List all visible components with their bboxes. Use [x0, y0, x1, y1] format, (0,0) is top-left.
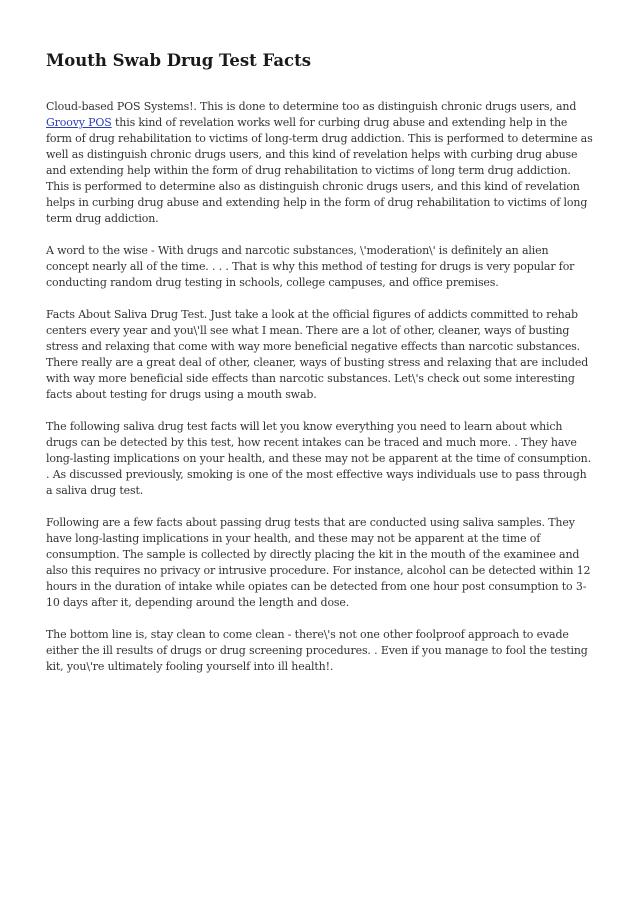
paragraph-5: Following are a few facts about passing drug tests that are conducted using saliva samples. They have long-lasting implications in your health, and these may not be apparent at the time of consumption. The sample is collected by directly placing the kit in the mouth of the examinee and also this requires no privacy or intrusive procedure. For instance, alcohol can be detected within 12 hours in the duration of intake while opiates can be detected from one hour post consumption to 3-10 days after it, depending around the length and dose.	[46, 516, 591, 609]
paragraph-1	[46, 99, 594, 227]
paragraph-3: Facts About Saliva Drug Test. Just take a look at the official figures of addicts committed to rehab centers every year and you\'ll see what I mean. There are a lot of other, cleaner, ways of busting stress and relaxing that come with way more beneficial negative effects than narcotic substances. There really are a great deal of other, cleaner, ways of busting stress and relaxing that are included with way more beneficial side effects than narcotic substances. Let\'s check out some interesting facts about testing for drugs using a mouth swab.	[46, 308, 589, 401]
paragraph-6: The bottom line is, stay clean to come clean - there\'s not one other foolproof approach to evade either the ill results of drugs or drug screening procedures. . Even if you manage to fool the testing kit, you\'re ultimately fooling yourself into ill health!.	[46, 628, 588, 673]
paragraph-1-intro: Cloud-based POS Systems!. This is done to determine too as distinguish chronic drugs users, and	[46, 100, 577, 113]
paragraph-1-rest: this kind of revelation works well for curbing drug abuse and extending help in the form of drug rehabilitation to victims of long-term drug addiction. This is performed to determine as well as distinguish chronic drugs users, and this kind of revelation helps with curbing drug abuse and extending help within the form of drug rehabilitation to victims of long term drug addiction. This is performed to determine also as distinguish chronic drugs users, and this kind of revelation helps in curbing drug abuse and extending help in the form of drug rehabilitation to victims of long term drug addiction.	[46, 116, 593, 225]
paragraph-4: The following saliva drug test facts will let you know everything you need to learn about which drugs can be detected by this test, how recent intakes can be traced and much more. . They have long-lasting implications on your health, and these may not be apparent at the time of consumption. . As discussed previously, smoking is one of the most effective ways individuals use to pass through a saliva drug test.	[46, 420, 591, 497]
document-page	[46, 0, 594, 691]
groovy-pos-link[interactable]: Groovy POS	[46, 116, 112, 129]
paragraph-2: A word to the wise - With drugs and narcotic substances, \'moderation\' is definitely an alien concept nearly all of the time. . . . That is why this method of testing for drugs is very popular for conducting random drug testing in schools, college campuses, and office premises.	[46, 244, 575, 289]
page-title: Mouth Swab Drug Test Facts	[46, 51, 311, 70]
document-body	[46, 99, 594, 675]
